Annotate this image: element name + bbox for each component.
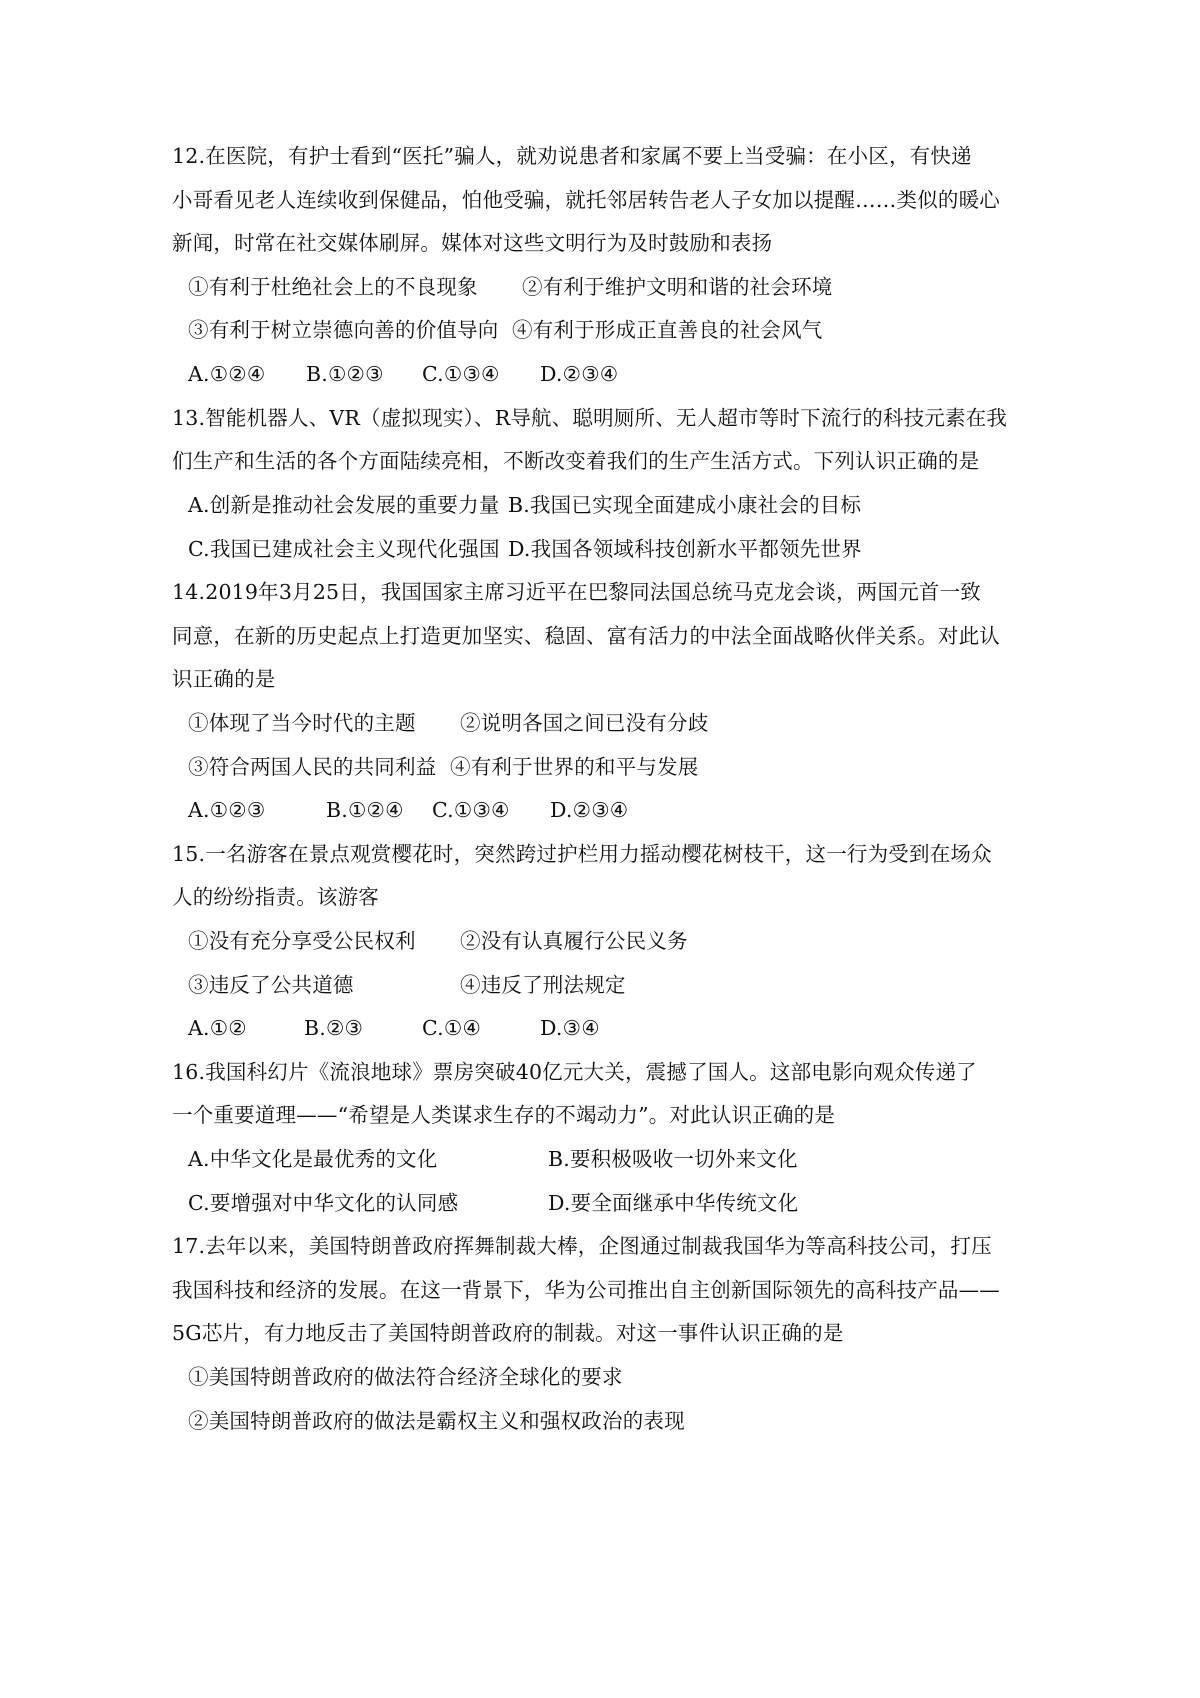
question-12-statement-2: ②有利于维护文明和谐的社会环境 [522, 275, 833, 299]
question-17-stem-line-3: 5G芯片，有力地反击了美国特朗普政府的制裁。对这一事件认识正确的是 [172, 1321, 844, 1345]
question-17-stem-line-1: 17.去年以来，美国特朗普政府挥舞制裁大棒，企图通过制裁我国华为等高科技公司，打压 [172, 1234, 992, 1258]
question-16-option-a: A.中华文化是最优秀的文化 [188, 1147, 438, 1171]
question-13-stem-line-2: 们生产和生活的各个方面陆续亮相，不断改变着我们的生产生活方式。下列认识正确的是 [172, 449, 980, 473]
question-13-option-c: C.我国已建成社会主义现代化强国 [188, 537, 500, 561]
question-14-statement-2: ②说明各国之间已没有分歧 [460, 711, 709, 735]
question-12-statement-3: ③有利于树立崇德向善的价值导向 [188, 318, 499, 342]
question-14-option-d: D.②③④ [550, 798, 629, 822]
question-16-stem-line-1: 16.我国科幻片《流浪地球》票房突破40亿元大关，震撼了国人。这部电影向观众传递了 [172, 1060, 977, 1084]
question-15-statement-2: ②没有认真履行公民义务 [460, 929, 688, 953]
question-12-option-b: B.①②③ [306, 362, 384, 386]
question-15-option-b: B.②③ [304, 1016, 364, 1040]
question-13-option-b: B.我国已实现全面建成小康社会的目标 [508, 493, 862, 517]
question-17-statement-2: ②美国特朗普政府的做法是霸权主义和强权政治的表现 [188, 1409, 685, 1433]
question-14-statement-3: ③符合两国人民的共同利益 [188, 755, 437, 779]
question-14-option-c: C.①③④ [432, 798, 510, 822]
question-12-stem-line-3: 新闻，时常在社交媒体刷屏。媒体对这些文明行为及时鼓励和表扬 [172, 231, 773, 255]
question-12-statement-1: ①有利于杜绝社会上的不良现象 [188, 275, 478, 299]
question-15-stem-line-2: 人的纷纷指责。该游客 [172, 885, 379, 909]
question-15-statement-1: ①没有充分享受公民权利 [188, 929, 416, 953]
question-14-stem-line-1: 14.2019年3月25日，我国国家主席习近平在巴黎同法国总统马克龙会谈，两国元首一致 [172, 580, 981, 604]
question-17-statement-1: ①美国特朗普政府的做法符合经济全球化的要求 [188, 1365, 623, 1389]
question-12-option-c: C.①③④ [422, 362, 500, 386]
question-13-option-a: A.创新是推动社会发展的重要力量 [188, 493, 500, 517]
question-14-stem-line-3: 识正确的是 [172, 667, 276, 691]
question-16-option-c: C.要增强对中华文化的认同感 [188, 1191, 459, 1215]
question-13-option-d: D.我国各领域科技创新水平都领先世界 [508, 537, 862, 561]
question-16-stem-line-2: 一个重要道理——“希望是人类谋求生存的不竭动力”。对此认识正确的是 [172, 1103, 836, 1127]
question-12-stem-line-2: 小哥看见老人连续收到保健品，怕他受骗，就托邻居转告老人子女加以提醒……类似的暖心 [172, 188, 1000, 212]
question-14-statement-1: ①体现了当今时代的主题 [188, 711, 416, 735]
question-15-stem-line-1: 15.一名游客在景点观赏樱花时，突然跨过护栏用力摇动樱花树枝干，这一行为受到在场众 [172, 842, 992, 866]
question-12-stem-line-1: 12.在医院，有护士看到“医托”骗人，就劝说患者和家属不要上当受骗：在小区，有快递 [172, 144, 972, 168]
question-16-option-b: B.要积极吸收一切外来文化 [548, 1147, 798, 1171]
question-12-option-d: D.②③④ [540, 362, 619, 386]
question-14-statement-4: ④有利于世界的和平与发展 [450, 755, 699, 779]
question-15-option-d: D.③④ [540, 1016, 600, 1040]
question-12-option-a: A.①②④ [188, 362, 266, 386]
question-14-option-a: A.①②③ [188, 798, 266, 822]
question-15-option-a: A.①② [188, 1016, 247, 1040]
question-13-stem-line-1: 13.智能机器人、VR（虚拟现实）、R导航、聪明厕所、无人超市等时下流行的科技元素在我 [172, 406, 1008, 430]
question-17-stem-line-2: 我国科技和经济的发展。在这一背景下，华为公司推出自主创新国际领先的高科技产品—— [172, 1278, 1000, 1302]
question-15-option-c: C.①④ [422, 1016, 482, 1040]
question-15-statement-4: ④违反了刑法规定 [460, 973, 626, 997]
question-12-statement-4: ④有利于形成正直善良的社会风气 [512, 318, 823, 342]
question-16-option-d: D.要全面继承中华传统文化 [548, 1191, 799, 1215]
question-14-option-b: B.①②④ [326, 798, 404, 822]
question-14-stem-line-2: 同意，在新的历史起点上打造更加坚实、稳固、富有活力的中法全面战略伙伴关系。对此认 [172, 624, 1000, 648]
question-15-statement-3: ③违反了公共道德 [188, 973, 354, 997]
